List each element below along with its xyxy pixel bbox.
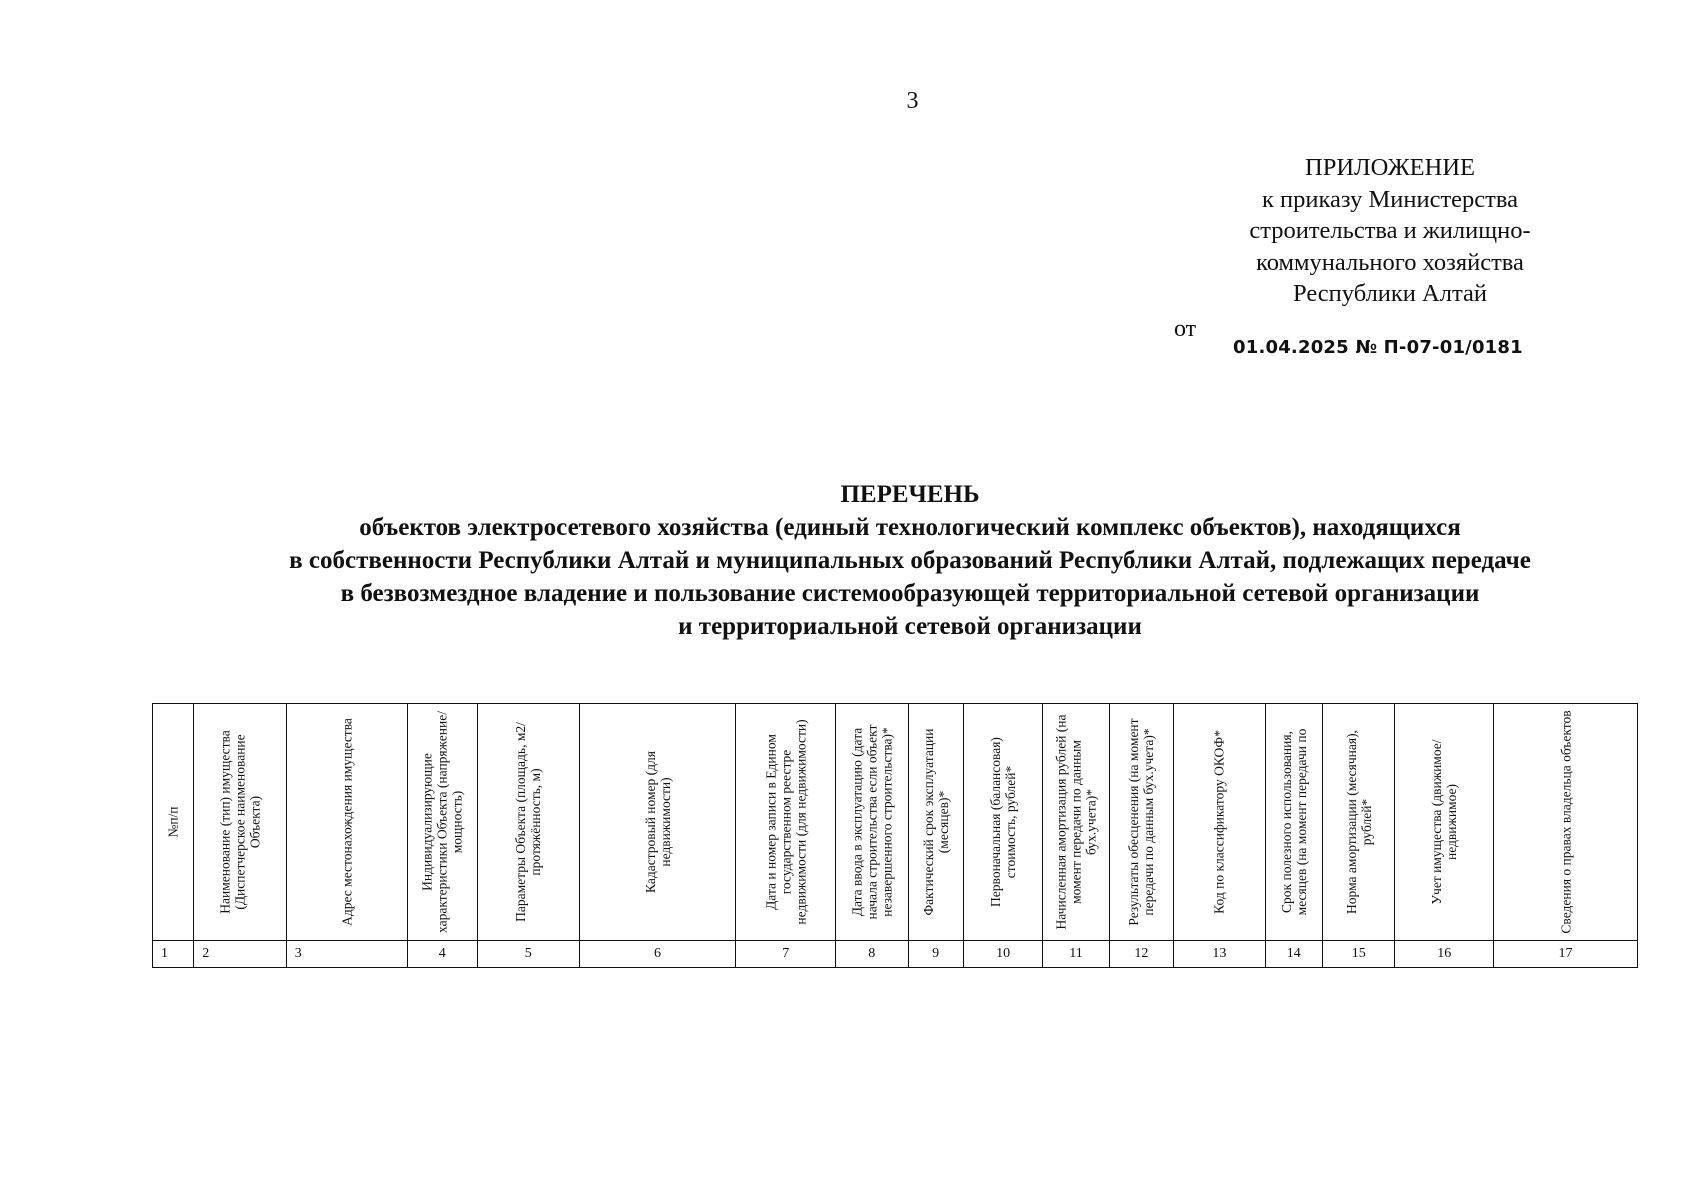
column-number: 7 (736, 941, 836, 968)
objects-table (152, 703, 1638, 968)
column-number: 2 (194, 941, 287, 968)
header-cell (407, 704, 477, 941)
title-line: объектов электросетевого хозяйства (единый технологический комплекс объектов), находящихся (359, 514, 1461, 541)
header-label: Норма амортизации (месячная), рублей* (1343, 730, 1374, 914)
header-label: Дата ввода в эксплуатацию (дата начала строительства если объект незавершенного строительства)* (849, 724, 895, 920)
column-number: 12 (1109, 941, 1173, 968)
header-cell (736, 704, 836, 941)
column-number: 10 (963, 941, 1042, 968)
header-cell (908, 704, 963, 941)
column-number: 9 (908, 941, 963, 968)
title-line: в собственности Республики Алтай и муниципальных образований Республики Алтай, подлежащих передаче (289, 547, 1531, 574)
header-label: Код по классификатору ОКОФ* (1211, 730, 1227, 914)
column-number: 11 (1043, 941, 1109, 968)
appendix-line: к приказу Министерства (1262, 185, 1518, 213)
header-label: №п/п (165, 806, 181, 838)
header-label: Сведения о правах владельца объектов (1558, 710, 1573, 934)
order-date-number: 01.04.2025 № П-07-01/0181 (1233, 337, 1523, 358)
header-label: Индивидуализирующие характеристики Объекта (напряжение/ мощность) (419, 711, 465, 933)
header-label: Наименование (тип) имущества (Диспетчерское наименование Объекта) (217, 730, 263, 914)
header-cell (1174, 704, 1266, 941)
title-heading: ПЕРЕЧЕНЬ (840, 481, 980, 508)
appendix-line: строительства и жилищно- (1249, 217, 1531, 244)
table-header-row (153, 704, 1638, 941)
page-number: 3 (906, 88, 919, 114)
header-cell (1322, 704, 1394, 941)
column-number: 5 (477, 941, 579, 968)
header-cell (1043, 704, 1109, 941)
appendix-line: коммунального хозяйства (1256, 248, 1524, 276)
header-cell (836, 704, 908, 941)
header-label: Адрес местонахождения имущества (339, 718, 355, 926)
column-number: 1 (153, 941, 194, 968)
column-number: 14 (1265, 941, 1322, 968)
title-line: и территориальной сетевой организации (678, 613, 1142, 640)
column-number-row (153, 941, 1638, 968)
column-number: 3 (286, 941, 407, 968)
header-cell (1265, 704, 1322, 941)
column-number: 16 (1395, 941, 1494, 968)
header-cell (579, 704, 736, 941)
column-number: 8 (836, 941, 908, 968)
header-label: Первоначальная (балансовая) стоимость, рублей* (988, 737, 1019, 907)
header-label: Параметры Объекта (площадь, м2/ протяжённость, м) (513, 722, 544, 922)
header-cell (153, 704, 194, 941)
appendix-block (1160, 152, 1620, 310)
document-title (150, 478, 1670, 643)
appendix-line: Республики Алтай (1293, 280, 1487, 307)
column-number: 4 (407, 941, 477, 968)
header-cell (1395, 704, 1494, 941)
column-number: 13 (1174, 941, 1266, 968)
column-number: 15 (1322, 941, 1394, 968)
header-label: Результаты обесценения (на момент передачи по данным бух.учета)* (1126, 718, 1157, 926)
header-cell (963, 704, 1042, 941)
appendix-title: ПРИЛОЖЕНИЕ (1305, 154, 1475, 181)
column-number: 17 (1494, 941, 1638, 968)
header-cell (1109, 704, 1173, 941)
header-cell (1494, 704, 1638, 941)
header-label: Срок полезного использования, месяцев (на момент передачи по (1278, 728, 1309, 916)
header-cell (286, 704, 407, 941)
column-number: 6 (579, 941, 736, 968)
header-cell (477, 704, 579, 941)
header-cell (194, 704, 287, 941)
header-label: Учет имущества (движимое/недвижимое) (1429, 739, 1460, 905)
header-label: Начисленная амортизация рублей (на момент передачи по данным бух.учета)* (1053, 714, 1099, 930)
title-line: в безвозмездное владение и пользование системообразующей территориальной сетевой организации (340, 580, 1480, 607)
header-label: Кадастровый номер (для недвижимости) (642, 751, 673, 893)
date-prefix: от (1174, 316, 1197, 342)
header-label: Фактический срок эксплуатации (месяцев)* (920, 728, 951, 916)
header-label: Дата и номер записи в Едином государственном реестре недвижимости (для недвижимости) (763, 719, 809, 925)
